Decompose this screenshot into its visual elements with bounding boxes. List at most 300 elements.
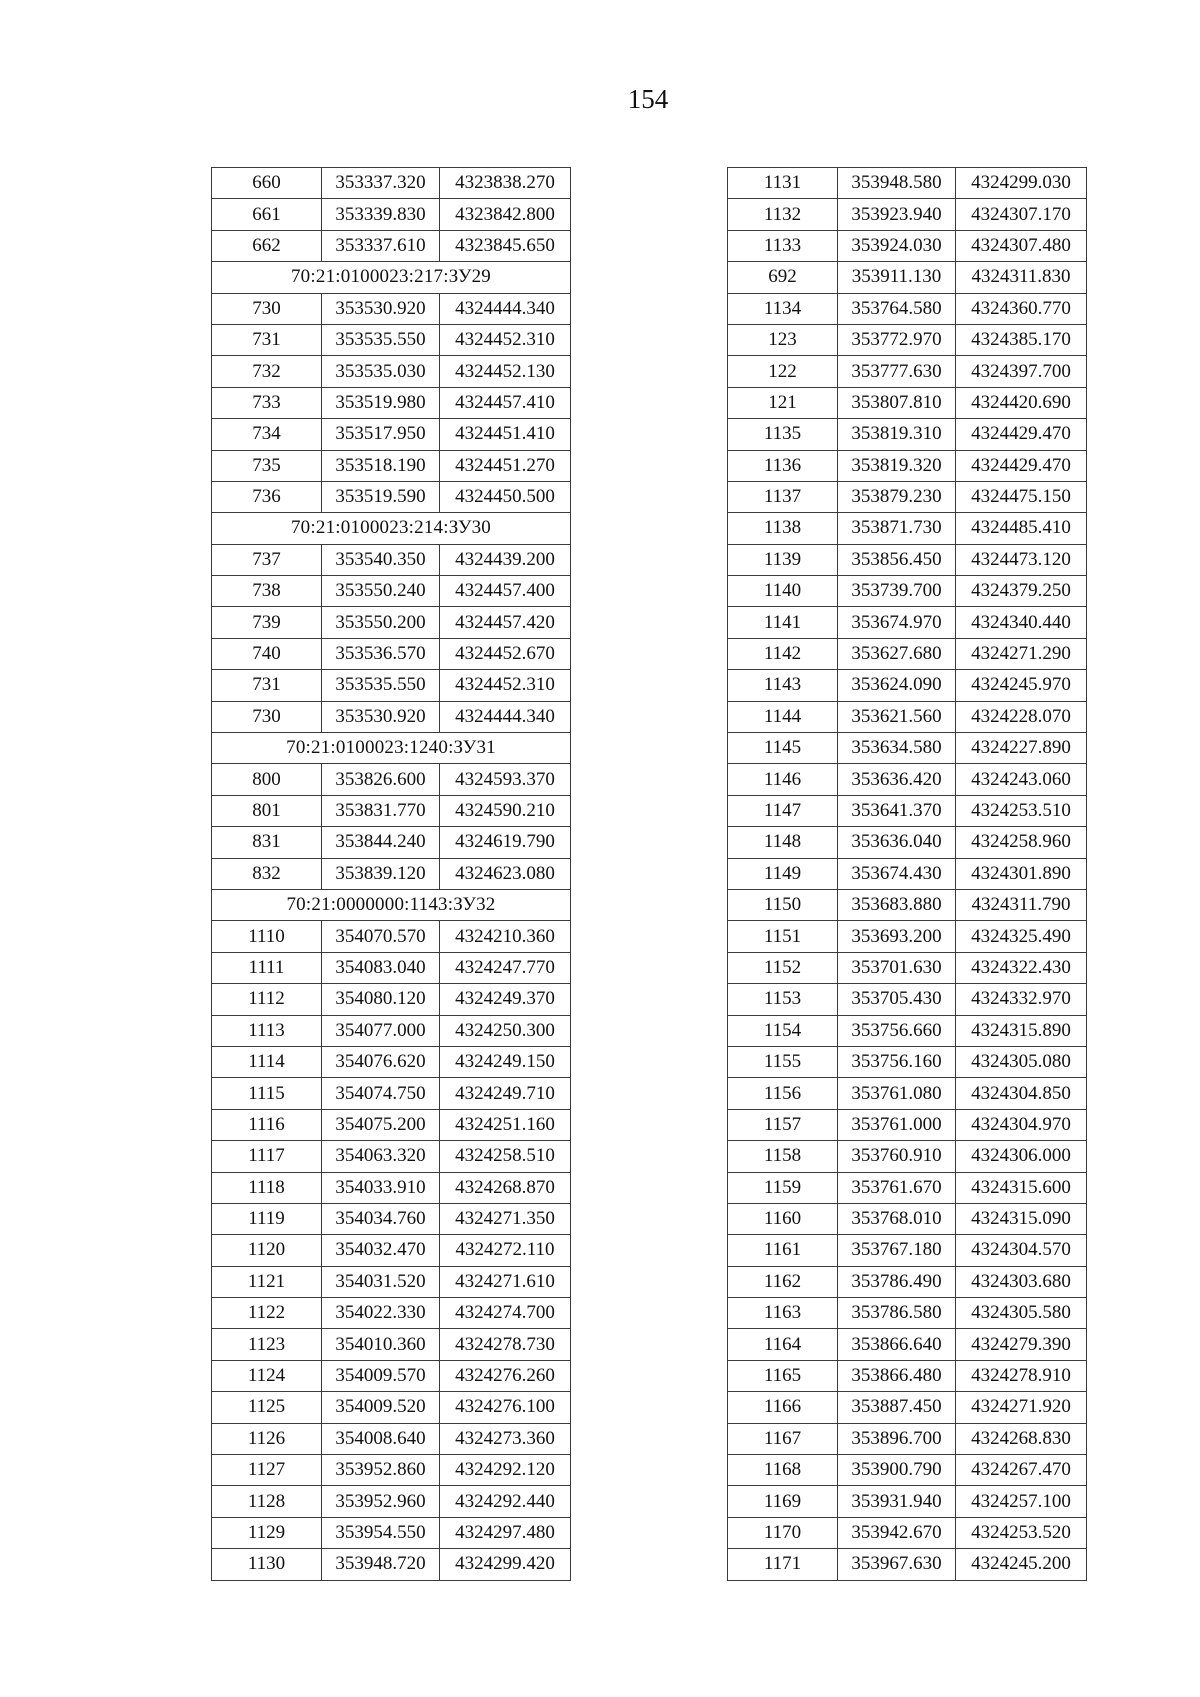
y-coordinate-cell: 4324340.440 — [956, 607, 1087, 638]
y-coordinate-cell: 4323838.270 — [440, 168, 571, 199]
table-row — [728, 607, 1087, 638]
y-coordinate-cell: 4324444.340 — [440, 293, 571, 324]
x-coordinate-cell: 354083.040 — [322, 952, 440, 983]
x-coordinate-cell: 353701.630 — [838, 952, 956, 983]
y-coordinate-cell: 4324452.670 — [440, 638, 571, 669]
y-coordinate-cell: 4324276.260 — [440, 1360, 571, 1391]
y-coordinate-cell: 4324247.770 — [440, 952, 571, 983]
point-number-cell: 731 — [212, 324, 322, 355]
y-coordinate-cell: 4324325.490 — [956, 921, 1087, 952]
table-row — [728, 1109, 1087, 1140]
x-coordinate-cell: 353924.030 — [838, 230, 956, 261]
point-number-cell: 1112 — [212, 984, 322, 1015]
y-coordinate-cell: 4324257.100 — [956, 1486, 1087, 1517]
table-row — [728, 764, 1087, 795]
point-number-cell: 1142 — [728, 638, 838, 669]
table-row — [728, 1298, 1087, 1329]
table-row — [728, 576, 1087, 607]
table-row — [212, 1109, 571, 1140]
point-number-cell: 1125 — [212, 1392, 322, 1423]
table-row — [728, 387, 1087, 418]
table-row — [728, 984, 1087, 1015]
point-number-cell: 1124 — [212, 1360, 322, 1391]
table-row — [212, 419, 571, 450]
table-row — [212, 827, 571, 858]
x-coordinate-cell: 354070.570 — [322, 921, 440, 952]
table-row — [728, 481, 1087, 512]
point-number-cell: 1145 — [728, 733, 838, 764]
y-coordinate-cell: 4324451.410 — [440, 419, 571, 450]
x-coordinate-cell: 353866.480 — [838, 1360, 956, 1391]
y-coordinate-cell: 4324267.470 — [956, 1455, 1087, 1486]
point-number-cell: 1136 — [728, 450, 838, 481]
table-row — [212, 1141, 571, 1172]
table-row — [728, 1046, 1087, 1077]
y-coordinate-cell: 4324276.100 — [440, 1392, 571, 1423]
y-coordinate-cell: 4324305.080 — [956, 1046, 1087, 1077]
point-number-cell: 1141 — [728, 607, 838, 638]
cadastral-section-title: 70:21:0100023:214:ЗУ30 — [212, 513, 571, 544]
table-row — [728, 1203, 1087, 1234]
point-number-cell: 1118 — [212, 1172, 322, 1203]
y-coordinate-cell: 4324457.410 — [440, 387, 571, 418]
y-coordinate-cell: 4324473.120 — [956, 544, 1087, 575]
x-coordinate-cell: 354077.000 — [322, 1015, 440, 1046]
y-coordinate-cell: 4324444.340 — [440, 701, 571, 732]
y-coordinate-cell: 4324485.410 — [956, 513, 1087, 544]
y-coordinate-cell: 4324420.690 — [956, 387, 1087, 418]
table-row — [212, 921, 571, 952]
table-row — [728, 168, 1087, 199]
table-row — [212, 1486, 571, 1517]
point-number-cell: 1160 — [728, 1203, 838, 1234]
point-number-cell: 734 — [212, 419, 322, 450]
table-row — [728, 324, 1087, 355]
point-number-cell: 1149 — [728, 858, 838, 889]
x-coordinate-cell: 353674.970 — [838, 607, 956, 638]
x-coordinate-cell: 353839.120 — [322, 858, 440, 889]
y-coordinate-cell: 4324315.090 — [956, 1203, 1087, 1234]
point-number-cell: 1164 — [728, 1329, 838, 1360]
y-coordinate-cell: 4324297.480 — [440, 1517, 571, 1548]
point-number-cell: 1166 — [728, 1392, 838, 1423]
point-number-cell: 1119 — [212, 1203, 322, 1234]
point-number-cell: 1170 — [728, 1517, 838, 1548]
y-coordinate-cell: 4324451.270 — [440, 450, 571, 481]
y-coordinate-cell: 4324306.000 — [956, 1141, 1087, 1172]
y-coordinate-cell: 4324251.160 — [440, 1109, 571, 1140]
table-row — [212, 1423, 571, 1454]
x-coordinate-cell: 353756.160 — [838, 1046, 956, 1077]
x-coordinate-cell: 353519.980 — [322, 387, 440, 418]
table-row — [212, 168, 571, 199]
x-coordinate-cell: 354034.760 — [322, 1203, 440, 1234]
x-coordinate-cell: 353517.950 — [322, 419, 440, 450]
x-coordinate-cell: 353540.350 — [322, 544, 440, 575]
point-number-cell: 692 — [728, 262, 838, 293]
x-coordinate-cell: 353954.550 — [322, 1517, 440, 1548]
y-coordinate-cell: 4324304.970 — [956, 1109, 1087, 1140]
y-coordinate-cell: 4324258.960 — [956, 827, 1087, 858]
table-row — [728, 1235, 1087, 1266]
table-row — [728, 450, 1087, 481]
table-row — [728, 544, 1087, 575]
x-coordinate-cell: 353871.730 — [838, 513, 956, 544]
x-coordinate-cell: 353760.910 — [838, 1141, 956, 1172]
x-coordinate-cell: 353636.040 — [838, 827, 956, 858]
y-coordinate-cell: 4324228.070 — [956, 701, 1087, 732]
x-coordinate-cell: 353627.680 — [838, 638, 956, 669]
point-number-cell: 1117 — [212, 1141, 322, 1172]
x-coordinate-cell: 353636.420 — [838, 764, 956, 795]
table-row — [728, 701, 1087, 732]
x-coordinate-cell: 353819.320 — [838, 450, 956, 481]
x-coordinate-cell: 353535.550 — [322, 670, 440, 701]
y-coordinate-cell: 4323842.800 — [440, 199, 571, 230]
y-coordinate-cell: 4324315.600 — [956, 1172, 1087, 1203]
y-coordinate-cell: 4324429.470 — [956, 450, 1087, 481]
y-coordinate-cell: 4324475.150 — [956, 481, 1087, 512]
y-coordinate-cell: 4324272.110 — [440, 1235, 571, 1266]
y-coordinate-cell: 4324397.700 — [956, 356, 1087, 387]
point-number-cell: 735 — [212, 450, 322, 481]
cadastral-section-title: 70:21:0100023:1240:ЗУ31 — [212, 733, 571, 764]
table-row — [212, 1203, 571, 1234]
table-row — [728, 670, 1087, 701]
point-number-cell: 1134 — [728, 293, 838, 324]
y-coordinate-cell: 4324245.200 — [956, 1549, 1087, 1580]
x-coordinate-cell: 353911.130 — [838, 262, 956, 293]
x-coordinate-cell: 354076.620 — [322, 1046, 440, 1077]
point-number-cell: 737 — [212, 544, 322, 575]
point-number-cell: 661 — [212, 199, 322, 230]
table-row — [212, 701, 571, 732]
table-row — [728, 356, 1087, 387]
x-coordinate-cell: 353761.080 — [838, 1078, 956, 1109]
point-number-cell: 121 — [728, 387, 838, 418]
x-coordinate-cell: 353535.550 — [322, 324, 440, 355]
point-number-cell: 732 — [212, 356, 322, 387]
point-number-cell: 1132 — [728, 199, 838, 230]
x-coordinate-cell: 353683.880 — [838, 889, 956, 920]
point-number-cell: 731 — [212, 670, 322, 701]
x-coordinate-cell: 353856.450 — [838, 544, 956, 575]
table-row — [728, 921, 1087, 952]
table-row — [212, 1455, 571, 1486]
table-row — [212, 858, 571, 889]
x-coordinate-cell: 353550.200 — [322, 607, 440, 638]
point-number-cell: 1120 — [212, 1235, 322, 1266]
table-row — [212, 576, 571, 607]
y-coordinate-cell: 4324210.360 — [440, 921, 571, 952]
y-coordinate-cell: 4324360.770 — [956, 293, 1087, 324]
x-coordinate-cell: 353900.790 — [838, 1455, 956, 1486]
y-coordinate-cell: 4324303.680 — [956, 1266, 1087, 1297]
point-number-cell: 1111 — [212, 952, 322, 983]
x-coordinate-cell: 354009.570 — [322, 1360, 440, 1391]
x-coordinate-cell: 353819.310 — [838, 419, 956, 450]
point-number-cell: 1148 — [728, 827, 838, 858]
x-coordinate-cell: 354022.330 — [322, 1298, 440, 1329]
x-coordinate-cell: 354008.640 — [322, 1423, 440, 1454]
point-number-cell: 122 — [728, 356, 838, 387]
y-coordinate-cell: 4324457.400 — [440, 576, 571, 607]
point-number-cell: 1168 — [728, 1455, 838, 1486]
table-row — [728, 1015, 1087, 1046]
x-coordinate-cell: 353866.640 — [838, 1329, 956, 1360]
point-number-cell: 1143 — [728, 670, 838, 701]
x-coordinate-cell: 353518.190 — [322, 450, 440, 481]
y-coordinate-cell: 4324299.420 — [440, 1549, 571, 1580]
table-row — [212, 230, 571, 261]
point-number-cell: 1165 — [728, 1360, 838, 1391]
y-coordinate-cell: 4324307.480 — [956, 230, 1087, 261]
table-row — [728, 199, 1087, 230]
page-number: 154 — [627, 84, 669, 114]
x-coordinate-cell: 353948.580 — [838, 168, 956, 199]
point-number-cell: 800 — [212, 764, 322, 795]
point-number-cell: 1137 — [728, 481, 838, 512]
table-row — [728, 952, 1087, 983]
cadastral-section-title: 70:21:0000000:1143:ЗУ32 — [212, 889, 571, 920]
x-coordinate-cell: 353896.700 — [838, 1423, 956, 1454]
table-row — [212, 544, 571, 575]
y-coordinate-cell: 4324258.510 — [440, 1141, 571, 1172]
section-row — [212, 262, 571, 293]
point-number-cell: 1161 — [728, 1235, 838, 1266]
y-coordinate-cell: 4324304.850 — [956, 1078, 1087, 1109]
y-coordinate-cell: 4324278.730 — [440, 1329, 571, 1360]
point-number-cell: 730 — [212, 701, 322, 732]
point-number-cell: 1167 — [728, 1423, 838, 1454]
section-row — [212, 733, 571, 764]
point-number-cell: 1128 — [212, 1486, 322, 1517]
point-number-cell: 1162 — [728, 1266, 838, 1297]
point-number-cell: 1133 — [728, 230, 838, 261]
x-coordinate-cell: 353948.720 — [322, 1549, 440, 1580]
x-coordinate-cell: 354033.910 — [322, 1172, 440, 1203]
y-coordinate-cell: 4324619.790 — [440, 827, 571, 858]
point-number-cell: 1116 — [212, 1109, 322, 1140]
y-coordinate-cell: 4324439.200 — [440, 544, 571, 575]
point-number-cell: 1156 — [728, 1078, 838, 1109]
cadastral-section-title: 70:21:0100023:217:ЗУ29 — [212, 262, 571, 293]
table-row — [728, 419, 1087, 450]
x-coordinate-cell: 353952.960 — [322, 1486, 440, 1517]
y-coordinate-cell: 4324305.580 — [956, 1298, 1087, 1329]
x-coordinate-cell: 353641.370 — [838, 795, 956, 826]
x-coordinate-cell: 353535.030 — [322, 356, 440, 387]
point-number-cell: 662 — [212, 230, 322, 261]
x-coordinate-cell: 353942.670 — [838, 1517, 956, 1548]
x-coordinate-cell: 354009.520 — [322, 1392, 440, 1423]
y-coordinate-cell: 4324304.570 — [956, 1235, 1087, 1266]
table-row — [212, 1517, 571, 1548]
x-coordinate-cell: 354032.470 — [322, 1235, 440, 1266]
table-row — [212, 1360, 571, 1391]
point-number-cell: 1130 — [212, 1549, 322, 1580]
x-coordinate-cell: 353923.940 — [838, 199, 956, 230]
table-row — [728, 1549, 1087, 1580]
point-number-cell: 1131 — [728, 168, 838, 199]
x-coordinate-cell: 353777.630 — [838, 356, 956, 387]
x-coordinate-cell: 353887.450 — [838, 1392, 956, 1423]
table-row — [212, 324, 571, 355]
point-number-cell: 1153 — [728, 984, 838, 1015]
table-row — [212, 1329, 571, 1360]
table-row — [212, 1298, 571, 1329]
y-coordinate-cell: 4324452.310 — [440, 670, 571, 701]
x-coordinate-cell: 353530.920 — [322, 293, 440, 324]
point-number-cell: 1171 — [728, 1549, 838, 1580]
x-coordinate-cell: 353674.430 — [838, 858, 956, 889]
table-row — [212, 1172, 571, 1203]
table-row — [728, 733, 1087, 764]
point-number-cell: 1146 — [728, 764, 838, 795]
y-coordinate-cell: 4324292.120 — [440, 1455, 571, 1486]
y-coordinate-cell: 4324292.440 — [440, 1486, 571, 1517]
table-row — [212, 199, 571, 230]
x-coordinate-cell: 353967.630 — [838, 1549, 956, 1580]
point-number-cell: 1138 — [728, 513, 838, 544]
point-number-cell: 1150 — [728, 889, 838, 920]
table-row — [212, 481, 571, 512]
y-coordinate-cell: 4324253.510 — [956, 795, 1087, 826]
y-coordinate-cell: 4324429.470 — [956, 419, 1087, 450]
x-coordinate-cell: 354063.320 — [322, 1141, 440, 1172]
y-coordinate-cell: 4324311.830 — [956, 262, 1087, 293]
table-row — [728, 1486, 1087, 1517]
x-coordinate-cell: 354074.750 — [322, 1078, 440, 1109]
y-coordinate-cell: 4324379.250 — [956, 576, 1087, 607]
point-number-cell: 660 — [212, 168, 322, 199]
table-row — [728, 1329, 1087, 1360]
y-coordinate-cell: 4324593.370 — [440, 764, 571, 795]
point-number-cell: 1154 — [728, 1015, 838, 1046]
table-row — [728, 1517, 1087, 1548]
table-row — [212, 670, 571, 701]
y-coordinate-cell: 4324243.060 — [956, 764, 1087, 795]
y-coordinate-cell: 4324311.790 — [956, 889, 1087, 920]
y-coordinate-cell: 4323845.650 — [440, 230, 571, 261]
point-number-cell: 123 — [728, 324, 838, 355]
point-number-cell: 1126 — [212, 1423, 322, 1454]
y-coordinate-cell: 4324249.710 — [440, 1078, 571, 1109]
x-coordinate-cell: 353739.700 — [838, 576, 956, 607]
table-row — [728, 1455, 1087, 1486]
table-row — [212, 356, 571, 387]
point-number-cell: 832 — [212, 858, 322, 889]
table-row — [212, 1549, 571, 1580]
x-coordinate-cell: 353786.580 — [838, 1298, 956, 1329]
x-coordinate-cell: 353550.240 — [322, 576, 440, 607]
table-row — [212, 450, 571, 481]
y-coordinate-cell: 4324271.920 — [956, 1392, 1087, 1423]
point-number-cell: 1152 — [728, 952, 838, 983]
x-coordinate-cell: 353764.580 — [838, 293, 956, 324]
point-number-cell: 1159 — [728, 1172, 838, 1203]
y-coordinate-cell: 4324273.360 — [440, 1423, 571, 1454]
x-coordinate-cell: 354031.520 — [322, 1266, 440, 1297]
y-coordinate-cell: 4324279.390 — [956, 1329, 1087, 1360]
point-number-cell: 1157 — [728, 1109, 838, 1140]
table-row — [728, 1266, 1087, 1297]
point-number-cell: 1169 — [728, 1486, 838, 1517]
x-coordinate-cell: 353761.670 — [838, 1172, 956, 1203]
y-coordinate-cell: 4324590.210 — [440, 795, 571, 826]
table-row — [212, 984, 571, 1015]
point-number-cell: 1135 — [728, 419, 838, 450]
table-row — [728, 1172, 1087, 1203]
point-number-cell: 1155 — [728, 1046, 838, 1077]
table-row — [728, 513, 1087, 544]
point-number-cell: 801 — [212, 795, 322, 826]
point-number-cell: 739 — [212, 607, 322, 638]
point-number-cell: 1113 — [212, 1015, 322, 1046]
table-row — [212, 607, 571, 638]
table-row — [212, 795, 571, 826]
x-coordinate-cell: 353767.180 — [838, 1235, 956, 1266]
y-coordinate-cell: 4324268.870 — [440, 1172, 571, 1203]
table-row — [728, 262, 1087, 293]
point-number-cell: 831 — [212, 827, 322, 858]
point-number-cell: 1122 — [212, 1298, 322, 1329]
y-coordinate-cell: 4324623.080 — [440, 858, 571, 889]
point-number-cell: 1163 — [728, 1298, 838, 1329]
point-number-cell: 738 — [212, 576, 322, 607]
x-coordinate-cell: 353952.860 — [322, 1455, 440, 1486]
table-row — [728, 1392, 1087, 1423]
table-row — [212, 764, 571, 795]
x-coordinate-cell: 353536.570 — [322, 638, 440, 669]
point-number-cell: 733 — [212, 387, 322, 418]
y-coordinate-cell: 4324457.420 — [440, 607, 571, 638]
section-row — [212, 513, 571, 544]
table-row — [212, 952, 571, 983]
y-coordinate-cell: 4324450.500 — [440, 481, 571, 512]
x-coordinate-cell: 353931.940 — [838, 1486, 956, 1517]
x-coordinate-cell: 353786.490 — [838, 1266, 956, 1297]
x-coordinate-cell: 354010.360 — [322, 1329, 440, 1360]
x-coordinate-cell: 353807.810 — [838, 387, 956, 418]
x-coordinate-cell: 353624.090 — [838, 670, 956, 701]
y-coordinate-cell: 4324385.170 — [956, 324, 1087, 355]
y-coordinate-cell: 4324278.910 — [956, 1360, 1087, 1391]
coordinates-table-right — [727, 167, 1087, 1581]
point-number-cell: 1115 — [212, 1078, 322, 1109]
point-number-cell: 730 — [212, 293, 322, 324]
y-coordinate-cell: 4324245.970 — [956, 670, 1087, 701]
x-coordinate-cell: 353693.200 — [838, 921, 956, 952]
y-coordinate-cell: 4324315.890 — [956, 1015, 1087, 1046]
x-coordinate-cell: 353879.230 — [838, 481, 956, 512]
y-coordinate-cell: 4324274.700 — [440, 1298, 571, 1329]
y-coordinate-cell: 4324332.970 — [956, 984, 1087, 1015]
point-number-cell: 1139 — [728, 544, 838, 575]
y-coordinate-cell: 4324249.370 — [440, 984, 571, 1015]
y-coordinate-cell: 4324271.350 — [440, 1203, 571, 1234]
x-coordinate-cell: 353530.920 — [322, 701, 440, 732]
coordinates-table-left — [211, 167, 571, 1581]
table-row — [728, 1141, 1087, 1172]
y-coordinate-cell: 4324249.150 — [440, 1046, 571, 1077]
table-row — [728, 795, 1087, 826]
y-coordinate-cell: 4324250.300 — [440, 1015, 571, 1046]
point-number-cell: 1140 — [728, 576, 838, 607]
x-coordinate-cell: 353761.000 — [838, 1109, 956, 1140]
table-row — [728, 827, 1087, 858]
table-row — [212, 1235, 571, 1266]
